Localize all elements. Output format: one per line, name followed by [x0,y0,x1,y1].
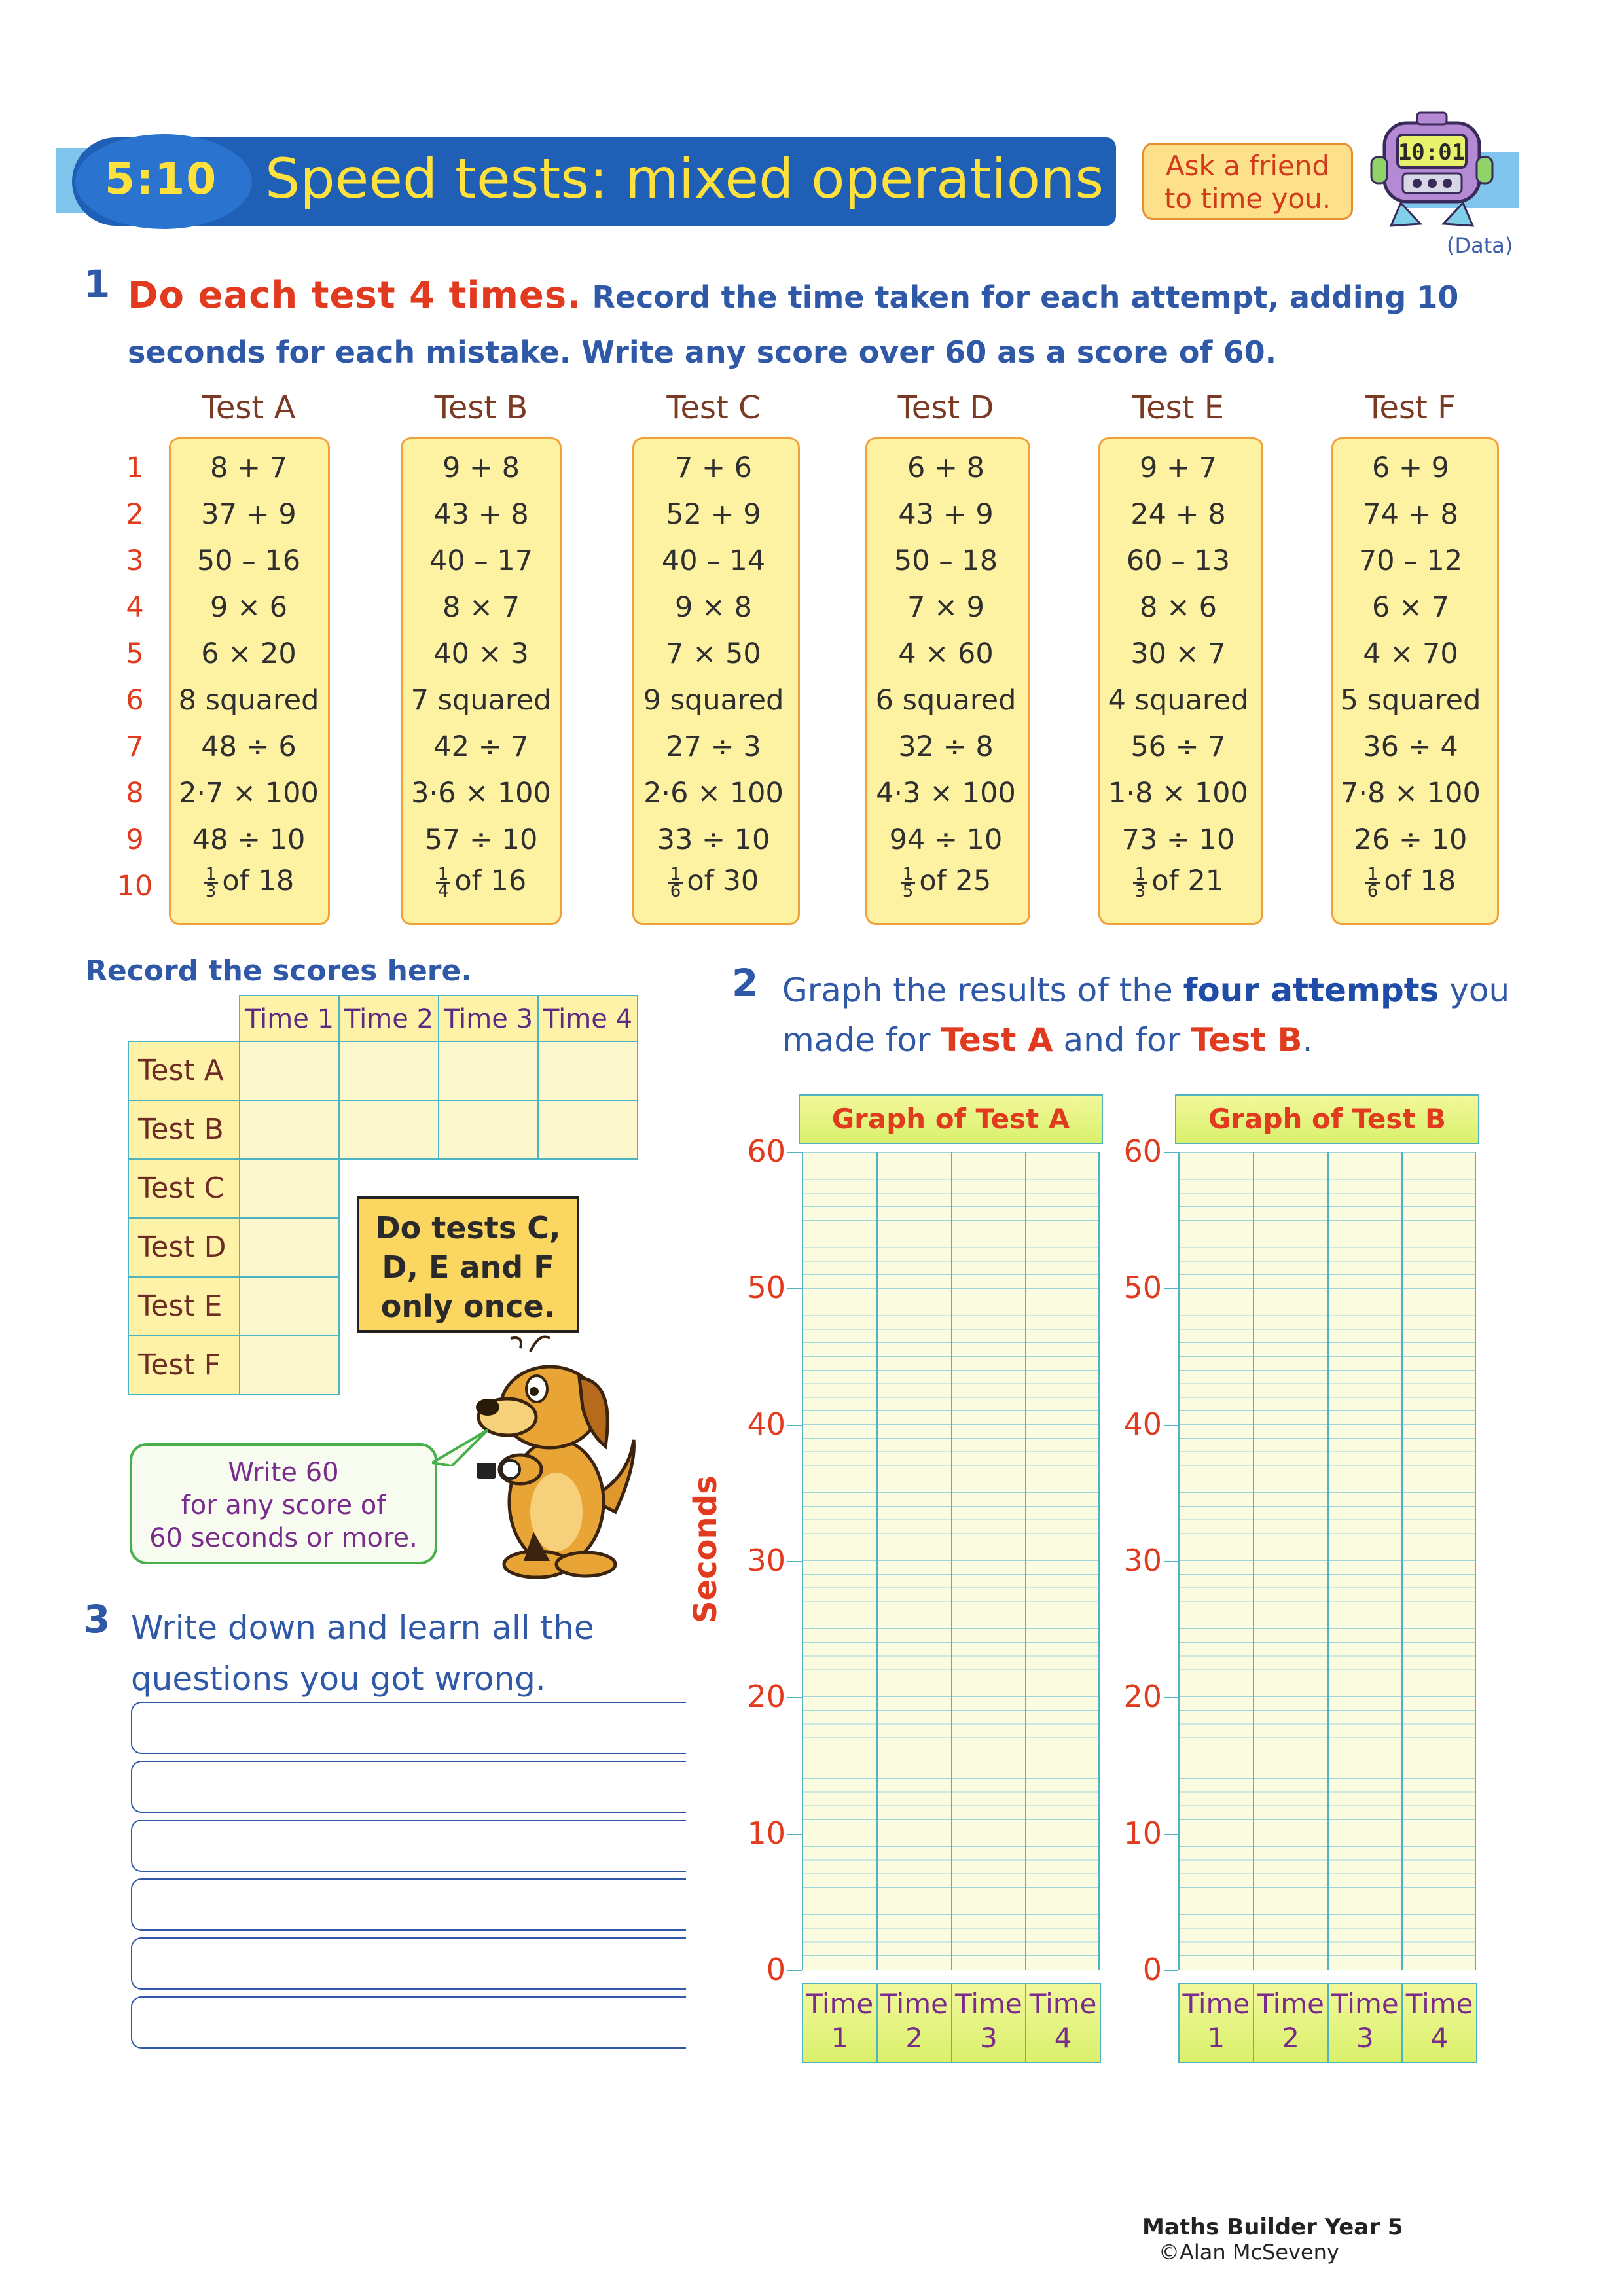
answer-line[interactable] [131,1878,686,1931]
x-axis-label-word: Time [806,1988,874,2020]
q2-text-part: . [1302,1021,1313,1059]
score-input-cell[interactable] [338,1041,439,1101]
question-1-instructions [128,268,1555,380]
x-axis-label-word: Time [1405,1988,1473,2020]
test-question: 30 × 7 [1130,637,1226,670]
fraction-rest: of 18 [222,865,295,897]
test-question: 6 × 20 [201,637,297,670]
fraction-numerator: 1 [436,867,451,884]
stopwatch-character-icon [1365,111,1499,232]
score-row-header: Test E [128,1276,240,1336]
answer-line[interactable] [131,1996,686,2049]
x-axis-label-word: Time [1257,1988,1325,2020]
y-tick [1164,1288,1178,1289]
fraction [1365,864,1380,901]
q2-text-part: Test B [1191,1021,1303,1059]
fraction-numerator: 1 [668,867,683,884]
footer-copyright: ©Alan McSeveny [1159,2240,1339,2265]
test-question: 57 ÷ 10 [424,823,538,856]
y-tick [1164,1152,1178,1153]
score-input-cell[interactable] [537,1041,638,1101]
y-tick [1164,1697,1178,1698]
fraction-denominator: 4 [437,881,449,901]
answer-line[interactable] [131,1761,686,1813]
y-tick-label: 50 [1123,1270,1162,1306]
test-question-fraction [861,865,1031,899]
score-column-header: Time 2 [338,995,439,1042]
test-question: 4·3 × 100 [876,777,1016,810]
test-question: 24 + 8 [1130,498,1226,531]
row-number: 10 [117,870,153,903]
x-axis-label [802,1983,878,2063]
test-question: 56 ÷ 7 [1130,730,1226,763]
score-row-header: Test D [128,1217,240,1278]
row-number: 4 [126,591,144,624]
test-question: 6 + 8 [907,452,985,484]
x-axis-label-number: 2 [1282,2022,1299,2054]
test-question: 7 × 50 [666,637,761,670]
fraction-denominator: 5 [902,881,914,901]
friend-note-line2: to time you. [1164,183,1331,215]
test-question: 9 × 8 [674,591,753,624]
fraction-rest: of 30 [687,865,759,897]
test-question: 4 × 60 [898,637,994,670]
test-question: 74 + 8 [1363,498,1458,531]
test-question: 9 squared [643,684,784,717]
score-input-cell[interactable] [239,1041,340,1101]
x-axis-label [951,1983,1027,2063]
score-column-header: Time 4 [537,995,638,1042]
test-question: 2·7 × 100 [179,777,319,810]
y-tick-label: 10 [1123,1815,1162,1851]
fraction [204,864,219,901]
row-number: 2 [126,498,144,531]
score-input-cell[interactable] [239,1335,340,1395]
question-2-text [782,965,1509,1065]
x-axis-label-number: 1 [831,2022,849,2054]
fraction-numerator: 1 [901,867,916,884]
score-column-header: Time 3 [438,995,539,1042]
test-question: 6 × 7 [1371,591,1450,624]
x-axis-label-number: 3 [1356,2022,1374,2054]
test-question: 40 × 3 [433,637,529,670]
row-number: 1 [126,452,144,484]
test-question-fraction [628,865,799,899]
test-question: 8 squared [178,684,319,717]
test-question-fraction [1326,865,1496,899]
graph-column-divider [1327,1152,1329,1970]
y-tick-label: 30 [747,1543,785,1578]
y-tick-label: 40 [747,1406,785,1442]
test-question: 50 – 18 [893,545,998,577]
x-axis-label-number: 3 [980,2022,998,2054]
fraction-denominator: 6 [1367,881,1379,901]
do-tests-note: Do tests C, D, E and F only once. [357,1196,579,1333]
y-tick-label: 40 [1123,1406,1162,1442]
test-heading: Test F [1365,389,1456,426]
row-number: 6 [126,684,144,717]
fraction [1133,864,1148,901]
q2-text-part: four attempts [1183,971,1439,1009]
y-axis-label: Seconds [687,1475,724,1623]
y-tick [787,1970,802,1971]
q2-text-part: Graph the results of the [782,971,1183,1009]
test-question: 5 squared [1340,684,1481,717]
test-question: 4 × 70 [1363,637,1458,670]
test-question: 9 + 8 [442,452,520,484]
test-heading: Test D [897,389,994,426]
y-tick [787,1288,802,1289]
footer-book-title: Maths Builder Year 5 [1142,2214,1403,2240]
test-question-fraction [1093,865,1263,899]
test-question: 26 ÷ 10 [1354,823,1468,856]
y-tick-label: 0 [766,1952,785,1987]
test-question-fraction [164,865,334,899]
test-question-fraction [396,865,566,899]
x-axis-label [1253,1983,1329,2063]
test-question: 70 – 12 [1358,545,1463,577]
test-question: 7 squared [410,684,552,717]
x-axis-label-word: Time [880,1988,948,2020]
test-question: 33 ÷ 10 [657,823,770,856]
y-tick [787,1425,802,1426]
test-question: 48 ÷ 10 [192,823,306,856]
test-question: 3·6 × 100 [411,777,551,810]
fraction [668,864,683,901]
x-axis-label-word: Time [1331,1988,1399,2020]
fraction-numerator: 1 [1365,867,1380,884]
question-1-text: Record the time taken for each attempt, adding 10 seconds for each mistake. Write any score over 60 as a score of 60. [128,279,1459,370]
write60-line2: for any score of [181,1490,386,1520]
test-question: 43 + 8 [433,498,529,531]
y-tick [787,1152,802,1153]
question-3-number: 3 [84,1597,111,1641]
row-number: 8 [126,777,144,810]
score-row-header: Test B [128,1100,240,1160]
fraction-denominator: 6 [670,881,681,901]
y-tick [1164,1425,1178,1426]
fraction-denominator: 3 [205,881,217,901]
test-question: 50 – 16 [196,545,301,577]
x-axis-label-number: 4 [1430,2022,1449,2054]
y-tick [787,1834,802,1835]
score-input-cell[interactable] [338,1100,439,1160]
score-row-header: Test A [128,1041,240,1101]
test-heading: Test E [1132,389,1225,426]
x-axis-label-word: Time [1182,1988,1250,2020]
test-heading: Test B [434,389,528,426]
scores-label: Record the scores here. [85,954,473,988]
fraction-numerator: 1 [204,867,219,884]
test-question: 60 – 13 [1126,545,1231,577]
row-number: 7 [126,730,144,763]
test-question: 73 ÷ 10 [1121,823,1235,856]
y-tick-label: 60 [1123,1134,1162,1169]
graph-column-divider [876,1152,878,1970]
test-question: 43 + 9 [898,498,994,531]
answer-line[interactable] [131,1937,686,1990]
score-input-cell[interactable] [239,1100,340,1160]
speech-bubble-tail [432,1427,491,1466]
q2-text-part: and for [1053,1021,1191,1059]
fraction-rest: of 25 [919,865,992,897]
test-question: 36 ÷ 4 [1363,730,1458,763]
question-3-line2: questions you got wrong. [131,1660,546,1698]
y-tick-label: 60 [747,1134,785,1169]
fraction-numerator: 1 [1133,867,1148,884]
test-question: 48 ÷ 6 [201,730,297,763]
test-heading: Test C [666,389,761,426]
y-tick [787,1697,802,1698]
fraction-rest: of 16 [454,865,527,897]
x-axis-label [1327,1983,1403,2063]
test-heading: Test A [202,389,296,426]
y-tick [1164,1970,1178,1971]
score-input-cell[interactable] [239,1276,340,1336]
row-number: 5 [126,637,144,670]
test-question: 8 × 6 [1139,591,1218,624]
row-number: 3 [126,545,144,577]
answer-line[interactable] [131,1702,686,1754]
x-axis-label-number: 1 [1207,2022,1225,2054]
x-axis-label [876,1983,952,2063]
graph-title: Graph of Test B [1175,1094,1479,1144]
strand-label: (Data) [1447,233,1513,258]
x-axis-label [1025,1983,1101,2063]
y-tick-label: 30 [1123,1543,1162,1578]
question-2-number: 2 [732,961,759,1005]
question-3-line1: Write down and learn all the [131,1609,594,1647]
unit-number: 5:10 [105,154,218,204]
test-question: 7 + 6 [674,452,753,484]
test-question: 32 ÷ 8 [898,730,994,763]
test-question: 94 ÷ 10 [889,823,1003,856]
test-question: 4 squared [1108,684,1249,717]
score-column-header: Time 1 [239,995,340,1042]
test-question: 6 + 9 [1371,452,1450,484]
fraction [901,864,916,901]
fraction-rest: of 18 [1384,865,1456,897]
test-question: 37 + 9 [201,498,297,531]
test-question: 40 – 14 [661,545,766,577]
q2-text-part: made for [782,1021,941,1059]
score-input-cell[interactable] [438,1041,539,1101]
fraction-denominator: 3 [1134,881,1146,901]
y-tick [1164,1834,1178,1835]
write60-line1: Write 60 [228,1458,339,1488]
test-question: 9 × 6 [209,591,288,624]
x-axis-label [1401,1983,1477,2063]
clock-display: 10:01 [1398,139,1466,166]
x-axis-label-word: Time [1029,1988,1097,2020]
test-question: 9 + 7 [1139,452,1218,484]
friend-note-line1: Ask a friend [1165,150,1330,182]
test-question: 1·8 × 100 [1108,777,1248,810]
score-input-cell[interactable] [537,1100,638,1160]
write-60-speech-bubble [130,1443,437,1564]
question-3-text [131,1602,594,1704]
y-tick-label: 20 [1123,1679,1162,1715]
question-1-lead: Do each test 4 times. [128,274,582,317]
test-question: 7·8 × 100 [1341,777,1481,810]
y-tick-label: 50 [747,1270,785,1306]
test-question: 27 ÷ 3 [666,730,761,763]
score-input-cell[interactable] [438,1100,539,1160]
question-1-number: 1 [84,262,111,306]
test-question: 40 – 17 [429,545,533,577]
graph-column-divider [1025,1152,1026,1970]
test-question: 7 × 9 [907,591,985,624]
test-question: 52 + 9 [666,498,761,531]
score-input-cell[interactable] [239,1217,340,1278]
test-question: 8 × 7 [442,591,520,624]
y-tick-label: 0 [1142,1952,1162,1987]
graph-title: Graph of Test A [799,1094,1103,1144]
score-row-header: Test F [128,1335,240,1395]
score-input-cell[interactable] [239,1158,340,1219]
q2-text-part: you [1439,971,1510,1009]
y-tick [1164,1561,1178,1562]
y-tick [787,1561,802,1562]
fraction-rest: of 21 [1151,865,1224,897]
x-axis-label [1178,1983,1254,2063]
graph-column-divider [1253,1152,1254,1970]
x-axis-label-word: Time [954,1988,1022,2020]
answer-line[interactable] [131,1820,686,1872]
score-row-header: Test C [128,1158,240,1219]
y-tick-label: 10 [747,1815,785,1851]
graph-column-divider [1401,1152,1403,1970]
test-question: 42 ÷ 7 [433,730,529,763]
friend-note [1142,143,1353,220]
q2-text-part: Test A [941,1021,1053,1059]
graph-column-divider [951,1152,952,1970]
x-axis-label-number: 2 [905,2022,923,2054]
x-axis-label-number: 4 [1054,2022,1072,2054]
test-question: 6 squared [875,684,1017,717]
row-number: 9 [126,823,144,856]
test-question: 2·6 × 100 [643,777,784,810]
test-question: 8 + 7 [209,452,288,484]
write60-line3: 60 seconds or more. [149,1523,418,1553]
y-tick-label: 20 [747,1679,785,1715]
fraction [436,864,451,901]
page-title: Speed tests: mixed operations [265,147,1104,211]
